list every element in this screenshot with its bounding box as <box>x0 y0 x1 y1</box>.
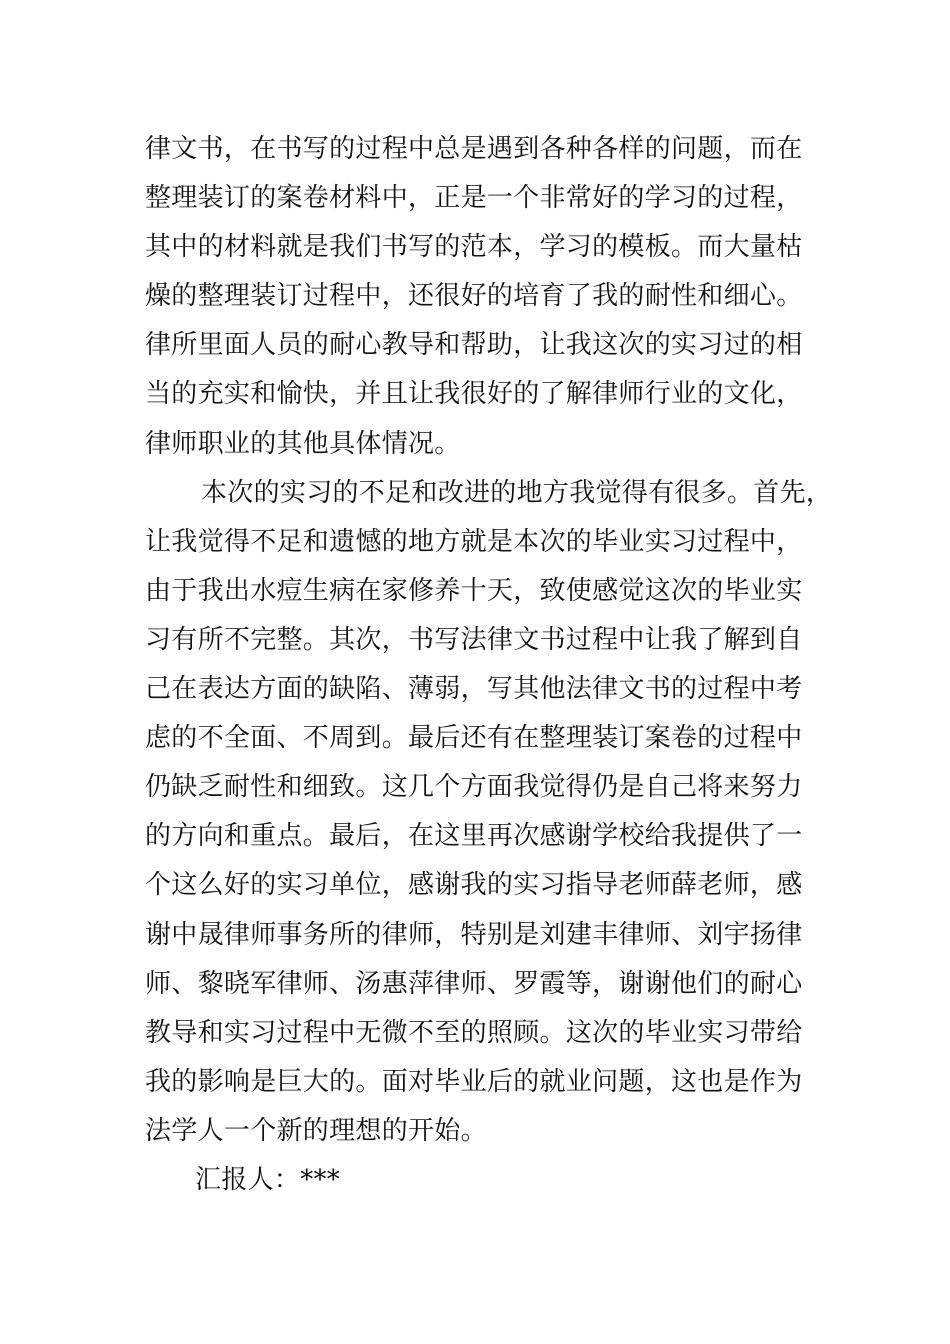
text-line: 我的影响是巨大的。面对毕业后的就业问题，这也是作为 <box>145 1066 803 1097</box>
text-line: 仍缺乏耐性和细致。这几个方面我觉得仍是自己将来努力 <box>145 772 803 803</box>
text-line: 让我觉得不足和遗憾的地方就是本次的毕业实习过程中， <box>145 526 803 557</box>
text-line: 燥的整理装订过程中，还很好的培育了我的耐性和细心。 <box>145 281 803 312</box>
text-line: 由于我出水痘生病在家修养十天，致使感觉这次的毕业实 <box>145 575 803 606</box>
text-line: 虑的不全面、不周到。最后还有在整理装订案卷的过程中 <box>145 723 803 754</box>
paragraph-first-line: 本次的实习的不足和改进的地方我觉得有很多。首先， <box>201 477 833 508</box>
text-line: 法学人一个新的理想的开始。 <box>145 1115 487 1146</box>
text-line: 师、黎晓军律师、汤惠萍律师、罗霞等，谢谢他们的耐心 <box>145 968 803 999</box>
reporter-signature: 汇报人：*** <box>195 1164 341 1195</box>
text-line: 教导和实习过程中无微不至的照顾。这次的毕业实习带给 <box>145 1017 803 1048</box>
text-line: 的方向和重点。最后，在这里再次感谢学校给我提供了一 <box>145 821 803 852</box>
text-line: 习有所不完整。其次，书写法律文书过程中让我了解到自 <box>145 624 803 655</box>
text-line: 当的充实和愉快，并且让我很好的了解律师行业的文化， <box>145 379 803 410</box>
text-line: 律师职业的其他具体情况。 <box>145 428 461 459</box>
text-line: 其中的材料就是我们书写的范本，学习的模板。而大量枯 <box>145 232 803 263</box>
text-line: 个这么好的实习单位，感谢我的实习指导老师薛老师，感 <box>145 870 803 901</box>
text-line: 律所里面人员的耐心教导和帮助，让我这次的实习过的相 <box>145 330 803 361</box>
document-body <box>145 125 835 1205</box>
text-line: 律文书，在书写的过程中总是遇到各种各样的问题，而在 <box>145 134 803 164</box>
text-line: 谢中晟律师事务所的律师，特别是刘建丰律师、刘宇扬律 <box>145 919 803 950</box>
text-line: 整理装订的案卷材料中，正是一个非常好的学习的过程， <box>145 183 803 214</box>
text-line: 己在表达方面的缺陷、薄弱，写其他法律文书的过程中考 <box>145 674 803 705</box>
